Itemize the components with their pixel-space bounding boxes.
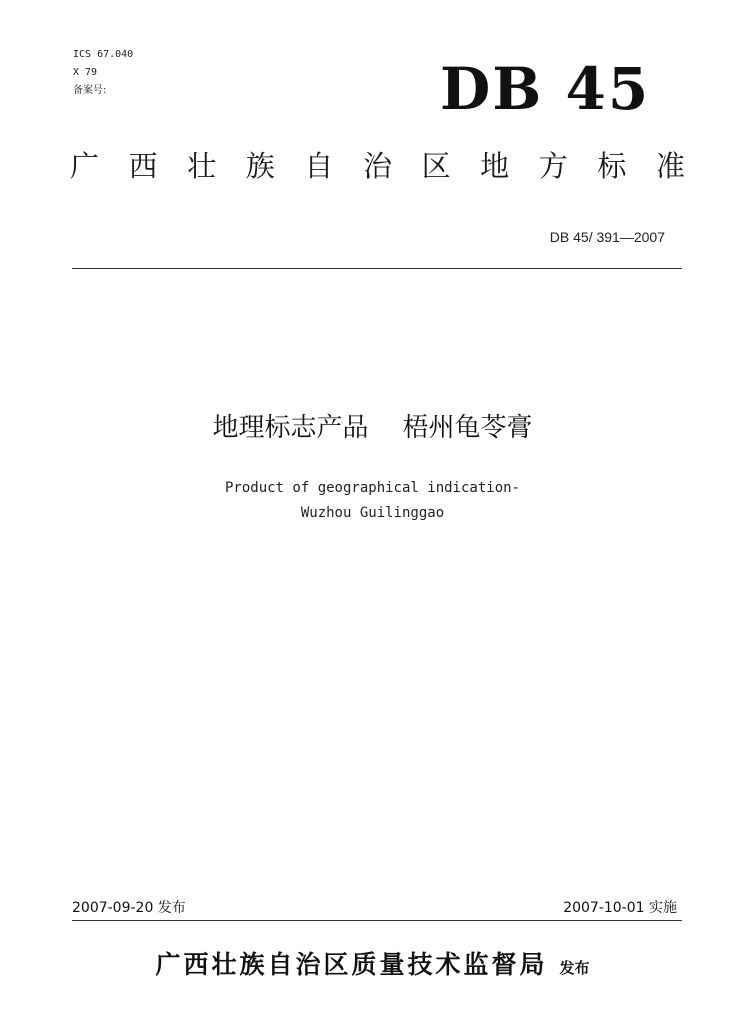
category-char: 地 [480,149,510,183]
db-code-logo: DB 45 [440,55,651,123]
category-char: 西 [128,149,158,183]
standard-category [70,146,685,186]
category-char: 壮 [187,149,217,183]
category-char: 标 [597,149,627,183]
issue-date: 2007-09-20 发布 [72,900,186,916]
category-char: 自 [304,149,334,183]
category-char: 区 [421,149,451,183]
category-char: 治 [362,149,392,183]
effective-date: 2007-10-01 实施 [563,900,677,916]
classification-code: X 79 [73,67,98,78]
title-cn-part2: 梧州龟苓膏 [402,413,533,443]
category-char: 广 [70,149,100,183]
header-divider [72,268,682,269]
standard-number: DB 45/ 391—2007 [549,229,665,245]
footer-divider [72,920,682,921]
category-char: 族 [245,149,275,183]
document-title-en-line1: Product of geographical indication- [224,480,520,496]
category-char: 准 [655,149,685,183]
ics-code: ICS 67.040 [73,49,134,60]
issuer-suffix: 发布 [559,959,590,977]
title-cn-part1: 地理标志产品 [212,413,369,443]
record-number-label: 备案号: [73,85,107,96]
issuer-organization: 广西壮族自治区质量技术监督局 [155,950,548,979]
document-title-cn [0,410,745,446]
category-char: 方 [538,149,568,183]
document-title-en-line2: Wuzhou Guilinggao [300,505,445,521]
issuer-line [0,948,745,985]
